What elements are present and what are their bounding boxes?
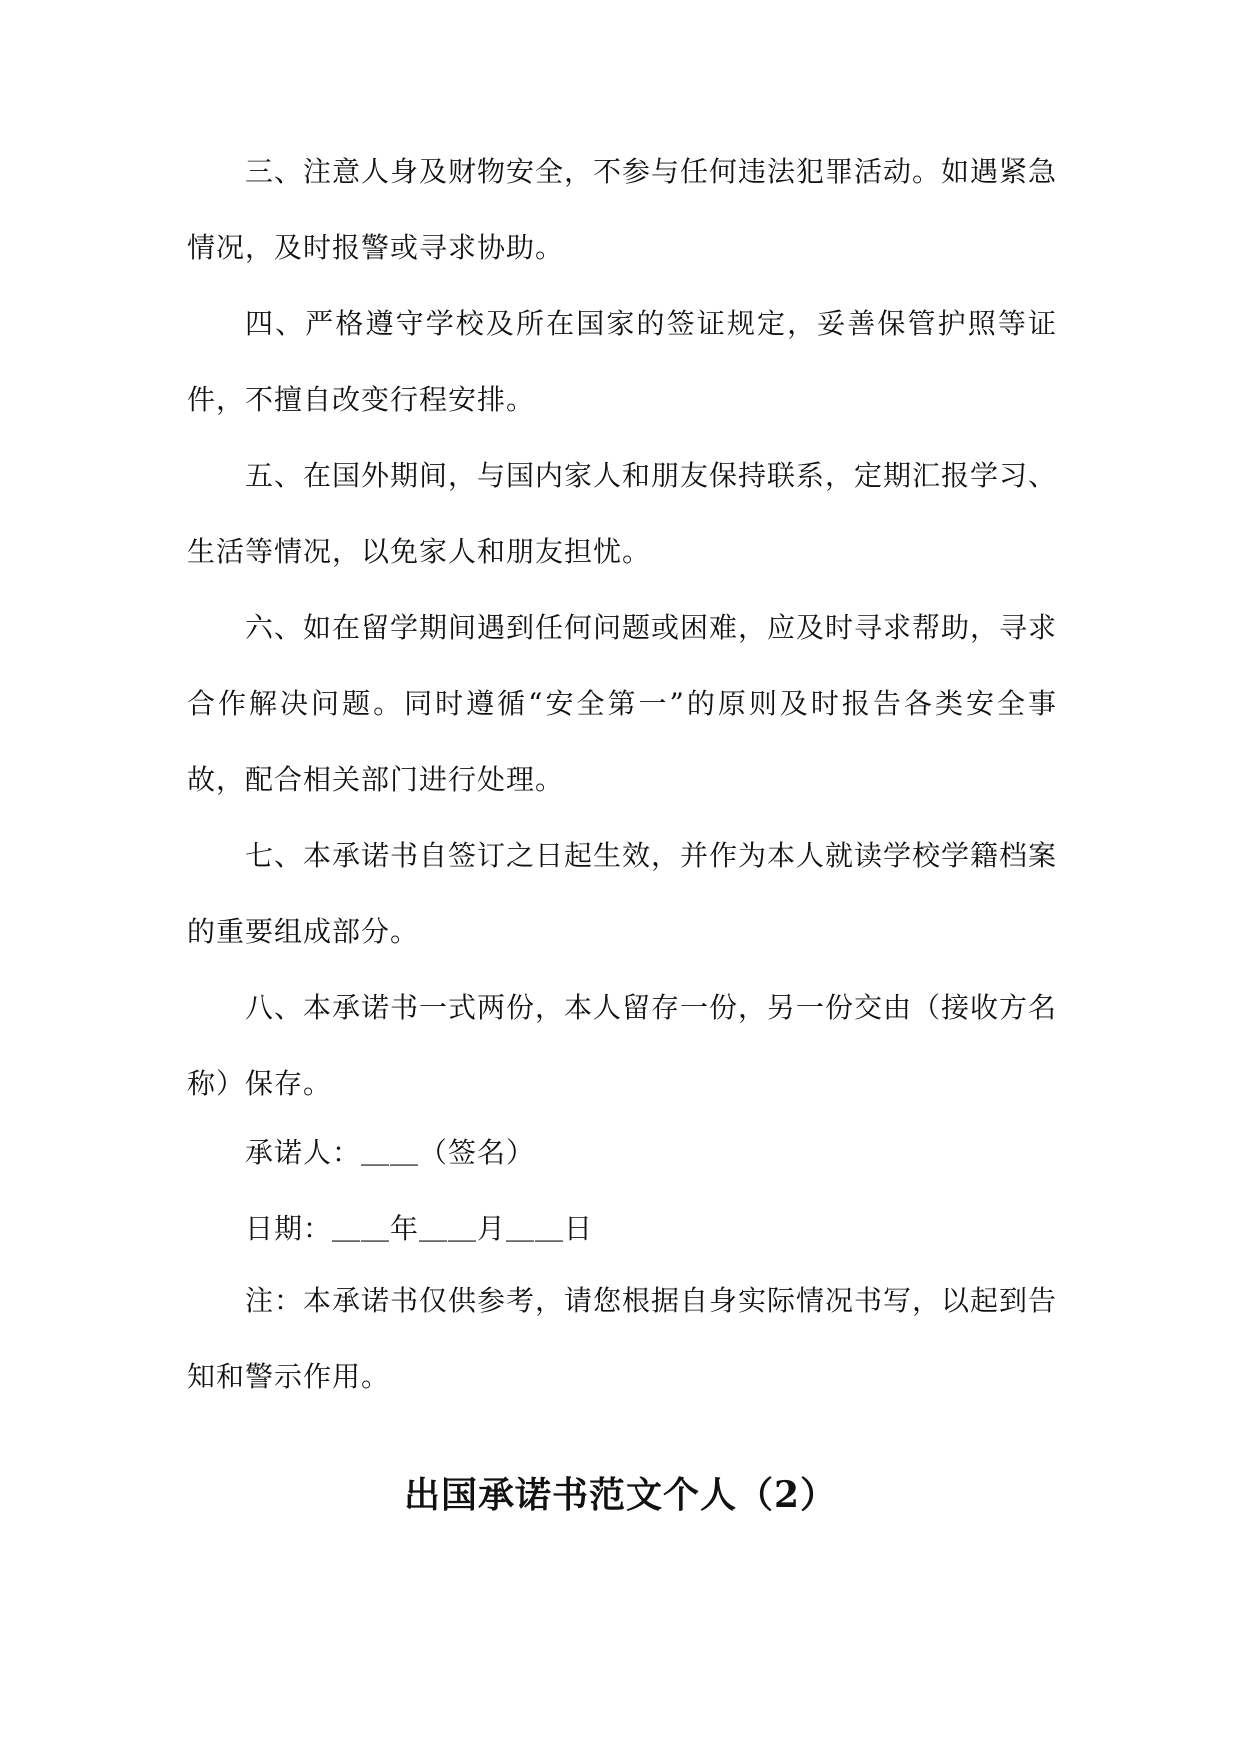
- clause-7-paragraph: 七、本承诺书自签订之日起生效，并作为本人就读学校学籍档案的重要组成部分。: [187, 839, 1058, 948]
- date-line: 日期：＿＿年＿＿月＿＿日: [245, 1212, 594, 1245]
- clause-5-paragraph: 五、在国外期间，与国内家人和朋友保持联系，定期汇报学习、生活等情况，以免家人和朋友担忧。: [187, 459, 1058, 568]
- section-heading: 出国承诺书范文个人（2）: [403, 1474, 838, 1516]
- clause-8-paragraph: 八、本承诺书一式两份，本人留存一份，另一份交由（接收方名称）保存。: [187, 991, 1058, 1100]
- clause-6-paragraph: 六、如在留学期间遇到任何问题或困难，应及时寻求帮助，寻求合作解决问题。同时遵循“安全第一”的原则及时报告各类安全事故，配合相关部门进行处理。: [187, 611, 1058, 796]
- clause-3-paragraph: 三、注意人身及财物安全，不参与任何违法犯罪活动。如遇紧急情况，及时报警或寻求协助。: [187, 155, 1058, 264]
- signer-line: 承诺人：＿＿（签名）: [245, 1136, 536, 1169]
- clause-4-paragraph: 四、严格遵守学校及所在国家的签证规定，妥善保管护照等证件，不擅自改变行程安排。: [187, 307, 1057, 416]
- note-paragraph: 注：本承诺书仅供参考，请您根据自身实际情况书写，以起到告知和警示作用。: [187, 1284, 1058, 1393]
